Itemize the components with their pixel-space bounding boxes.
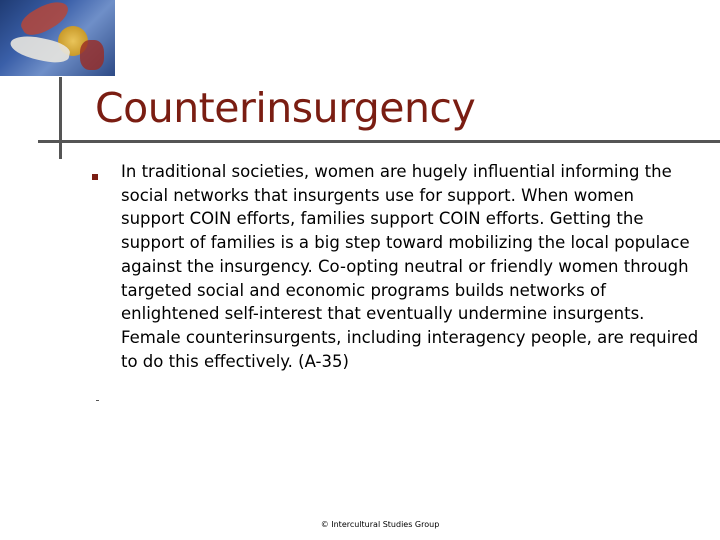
empty-bullet-marker	[96, 400, 99, 401]
bullet-square-icon	[92, 174, 98, 180]
angel-fresco-image	[0, 0, 115, 76]
slide-title: Counterinsurgency	[95, 84, 476, 132]
horizontal-rule	[38, 140, 720, 143]
vertical-rule	[59, 77, 62, 159]
figure-detail	[80, 40, 104, 70]
footer-copyright: © Intercultural Studies Group	[320, 520, 440, 529]
bullet-text: In traditional societies, women are hugely influential informing the social networks that insurgents use for support. When women support COIN efforts, families support COIN efforts. Getting the support of families is a big step toward mobilizing the local populace against the insurgency. Co-opting neutral or friendly women through targeted social and economic programs builds networks of enlightened self-interest that eventually undermine insurgents. Female counterinsurgents, including interagency people, are required to do this effectively. (A-35)	[121, 162, 699, 371]
